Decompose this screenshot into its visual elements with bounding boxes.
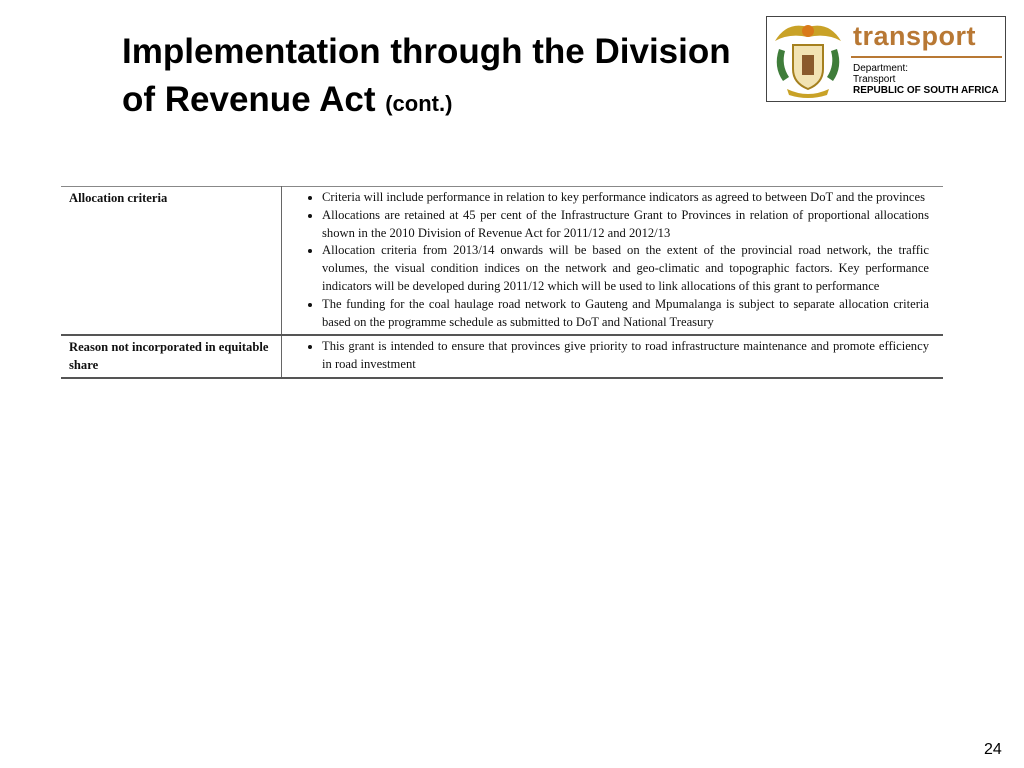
slide-title-main: Implementation through the Division of Revenue Act — [122, 32, 731, 119]
page-number: 24 — [984, 741, 1002, 758]
bullet-item: • Allocation criteria from 2013/14 onwards will be based on the extent of the provincial road network, the traffic volumes, the visual condition indices on the network and geo-climatic and topographic factors. Key performance indicators will be developed during 2011/12 which will be used to link allocations of this grant to performance — [322, 242, 929, 295]
logo-department — [853, 63, 999, 96]
logo-dept-line1: Department: — [853, 63, 909, 74]
bullet-item: • Criteria will include performance in relation to key performance indicators as agreed to between DoT and the provinces — [322, 189, 929, 207]
department-logo — [766, 16, 1006, 102]
logo-dept-line3: REPUBLIC OF SOUTH AFRICA — [853, 85, 999, 96]
slide-title-suffix: (cont.) — [385, 91, 453, 116]
bullet-item: • The funding for the coal haulage road network to Gauteng and Mpumalanga is subject to separate allocation criteria based on the programme schedule as submitted to DoT and National Treasury — [322, 296, 929, 332]
row-label: Reason not incorporated in equitable share — [61, 335, 282, 378]
coat-of-arms-icon — [769, 19, 847, 99]
bullet-item: • This grant is intended to ensure that provinces give priority to road infrastructure maintenance and promote efficiency in road investment — [322, 338, 929, 374]
row-content — [282, 187, 944, 336]
bullet-list — [290, 338, 929, 374]
bullet-item: • Allocations are retained at 45 per cent of the Infrastructure Grant to Provinces in relation of proportional allocations shown in the 2010 Division of Revenue Act for 2011/12 and 2012/13 — [322, 207, 929, 243]
table-row — [61, 187, 943, 336]
row-content — [282, 335, 944, 378]
logo-dept-line2: Transport — [853, 74, 896, 85]
logo-divider — [851, 56, 1002, 58]
slide-title — [122, 28, 742, 128]
grant-table — [61, 186, 943, 379]
row-label: Allocation criteria — [61, 187, 282, 336]
logo-brand-text: transport — [853, 21, 977, 51]
bullet-list — [290, 189, 929, 331]
table-row — [61, 335, 943, 378]
